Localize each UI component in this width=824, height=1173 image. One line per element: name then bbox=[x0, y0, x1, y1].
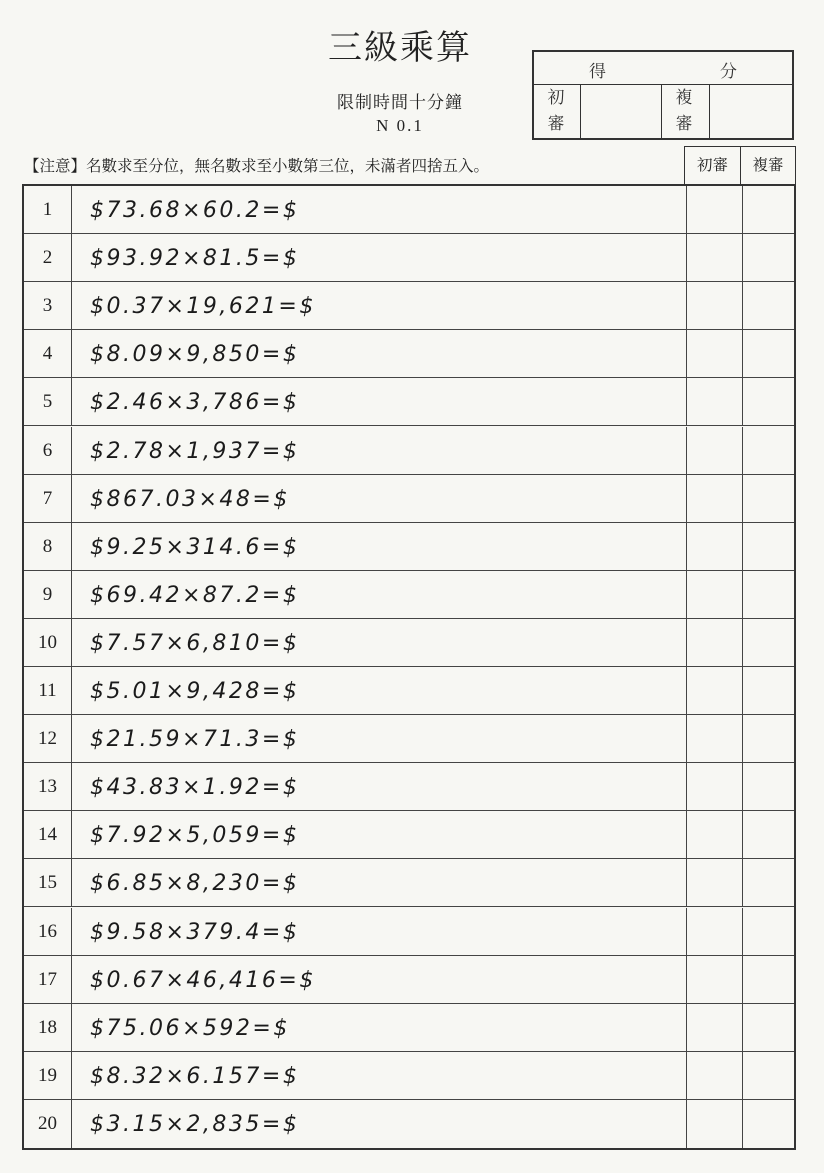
problem-expression: $5.01×9,428=$ bbox=[90, 679, 300, 704]
score-header bbox=[534, 52, 792, 85]
second-check-cell[interactable] bbox=[742, 1004, 794, 1051]
second-check-label-cell bbox=[662, 85, 710, 138]
problem-number: 3 bbox=[24, 282, 72, 329]
first-check-char-1: 初 bbox=[547, 88, 565, 108]
second-check-cell[interactable] bbox=[742, 1052, 794, 1099]
first-check-score-field[interactable] bbox=[581, 85, 662, 138]
problem-row bbox=[24, 475, 794, 523]
first-check-cell[interactable] bbox=[686, 571, 743, 618]
problem-row bbox=[24, 1052, 794, 1100]
problem-expression: $75.06×592=$ bbox=[90, 1015, 290, 1041]
problem-row bbox=[24, 427, 794, 475]
problem-number: 1 bbox=[24, 186, 72, 233]
second-check-cell[interactable] bbox=[742, 1100, 794, 1148]
problem-expression: $73.68×60.2=$ bbox=[90, 198, 300, 223]
second-check-cell[interactable] bbox=[742, 475, 794, 522]
problem-row bbox=[24, 330, 794, 378]
problem-number: 6 bbox=[24, 427, 72, 474]
problem-expression: $7.57×6,810=$ bbox=[90, 630, 300, 656]
first-check-cell[interactable] bbox=[686, 667, 743, 714]
first-check-cell[interactable] bbox=[686, 1052, 743, 1099]
problem-number: 8 bbox=[24, 523, 72, 570]
problem-expression: $43.83×1.92=$ bbox=[90, 775, 300, 801]
first-check-cell[interactable] bbox=[686, 330, 743, 377]
problem-number: 15 bbox=[24, 859, 72, 906]
problem-expression: $21.59×71.3=$ bbox=[90, 727, 300, 753]
problem-number: 2 bbox=[24, 234, 72, 281]
second-check-cell[interactable] bbox=[742, 715, 794, 762]
problem-number: 16 bbox=[24, 908, 72, 955]
problem-row bbox=[24, 234, 794, 282]
first-check-cell[interactable] bbox=[686, 1004, 743, 1051]
problem-row bbox=[24, 1004, 794, 1052]
problem-number: 18 bbox=[24, 1004, 72, 1051]
first-check-cell[interactable] bbox=[686, 378, 743, 425]
first-check-cell[interactable] bbox=[686, 859, 743, 906]
first-check-cell[interactable] bbox=[686, 427, 743, 474]
second-check-cell[interactable] bbox=[742, 619, 794, 666]
problem-number: 9 bbox=[24, 571, 72, 618]
score-header-left: 得 bbox=[589, 62, 606, 82]
second-check-cell[interactable] bbox=[742, 811, 794, 858]
problem-row bbox=[24, 282, 794, 330]
problem-expression: $6.85×8,230=$ bbox=[90, 871, 300, 897]
first-check-cell[interactable] bbox=[686, 523, 743, 570]
problem-expression: $9.25×314.6=$ bbox=[90, 534, 300, 560]
problems-table bbox=[22, 184, 796, 1150]
problem-expression: $69.42×87.2=$ bbox=[90, 582, 300, 608]
first-check-cell[interactable] bbox=[686, 908, 743, 955]
problem-row bbox=[24, 811, 794, 859]
second-check-score-field[interactable] bbox=[710, 85, 792, 138]
first-check-cell[interactable] bbox=[686, 956, 743, 1003]
first-check-cell[interactable] bbox=[686, 619, 743, 666]
score-header-right: 分 bbox=[720, 62, 737, 82]
second-check-cell[interactable] bbox=[742, 523, 794, 570]
problem-expression: $8.32×6.157=$ bbox=[90, 1063, 300, 1089]
problem-expression: $2.46×3,786=$ bbox=[90, 390, 300, 416]
second-check-cell[interactable] bbox=[742, 186, 794, 233]
problem-number: 17 bbox=[24, 956, 72, 1003]
first-check-cell[interactable] bbox=[686, 811, 743, 858]
second-check-char-1: 複 bbox=[675, 88, 693, 108]
problem-expression: $93.92×81.5=$ bbox=[90, 246, 300, 272]
score-box bbox=[532, 50, 794, 140]
first-check-cell[interactable] bbox=[686, 1100, 743, 1148]
problem-number: 5 bbox=[24, 378, 72, 425]
problem-expression: $7.92×5,059=$ bbox=[90, 823, 300, 849]
second-check-cell[interactable] bbox=[742, 282, 794, 329]
second-check-cell[interactable] bbox=[742, 571, 794, 618]
second-check-cell[interactable] bbox=[742, 908, 794, 955]
notice-row bbox=[22, 146, 796, 184]
time-limit-label: 限制時間十分鐘 bbox=[337, 93, 463, 113]
first-check-char-2: 審 bbox=[547, 114, 565, 134]
problem-row bbox=[24, 956, 794, 1004]
first-check-cell[interactable] bbox=[686, 475, 743, 522]
second-check-cell[interactable] bbox=[742, 427, 794, 474]
problem-expression: $9.58×379.4=$ bbox=[90, 919, 300, 945]
problem-expression: $0.67×46,416=$ bbox=[90, 967, 316, 993]
problem-number: 7 bbox=[24, 475, 72, 522]
second-check-cell[interactable] bbox=[742, 234, 794, 281]
page-title: 三級乘算 bbox=[328, 28, 472, 68]
problem-number: 10 bbox=[24, 619, 72, 666]
problem-number: 11 bbox=[24, 667, 72, 714]
problem-expression: $867.03×48=$ bbox=[90, 486, 290, 512]
second-check-cell[interactable] bbox=[742, 330, 794, 377]
problem-row bbox=[24, 571, 794, 619]
first-check-label-cell bbox=[534, 85, 581, 138]
first-check-cell[interactable] bbox=[686, 763, 743, 810]
second-check-cell[interactable] bbox=[742, 763, 794, 810]
second-check-cell[interactable] bbox=[742, 378, 794, 425]
problem-expression: $2.78×1,937=$ bbox=[90, 438, 300, 464]
first-check-cell[interactable] bbox=[686, 234, 743, 281]
problem-row bbox=[24, 859, 794, 907]
problem-number: 4 bbox=[24, 330, 72, 377]
problem-row bbox=[24, 186, 794, 234]
first-check-cell[interactable] bbox=[686, 282, 743, 329]
problem-number: 19 bbox=[24, 1052, 72, 1099]
second-check-cell[interactable] bbox=[742, 956, 794, 1003]
first-check-cell[interactable] bbox=[686, 715, 743, 762]
problem-row bbox=[24, 619, 794, 667]
second-check-cell[interactable] bbox=[742, 859, 794, 906]
sheet-number: N 0.1 bbox=[376, 116, 424, 135]
problem-number: 14 bbox=[24, 811, 72, 858]
problem-expression: $8.09×9,850=$ bbox=[90, 342, 300, 368]
problem-row bbox=[24, 378, 794, 426]
problem-row bbox=[24, 715, 794, 763]
second-check-cell[interactable] bbox=[742, 667, 794, 714]
first-check-column-header: 初審 bbox=[684, 146, 741, 184]
problem-row bbox=[24, 667, 794, 715]
problem-expression: $3.15×2,835=$ bbox=[90, 1111, 300, 1137]
second-check-column-header: 複審 bbox=[740, 146, 796, 184]
problem-row bbox=[24, 763, 794, 811]
problem-number: 20 bbox=[24, 1100, 72, 1148]
problem-row bbox=[24, 1100, 794, 1148]
problem-row bbox=[24, 908, 794, 956]
first-check-cell[interactable] bbox=[686, 186, 743, 233]
problem-number: 12 bbox=[24, 715, 72, 762]
notice-text: 【注意】名數求至分位，無名數求至小數第三位，未滿者四捨五入。 bbox=[24, 157, 490, 175]
problem-expression: $0.37×19,621=$ bbox=[90, 294, 316, 320]
problem-number: 13 bbox=[24, 763, 72, 810]
problem-row bbox=[24, 523, 794, 571]
second-check-char-2: 審 bbox=[675, 114, 693, 134]
